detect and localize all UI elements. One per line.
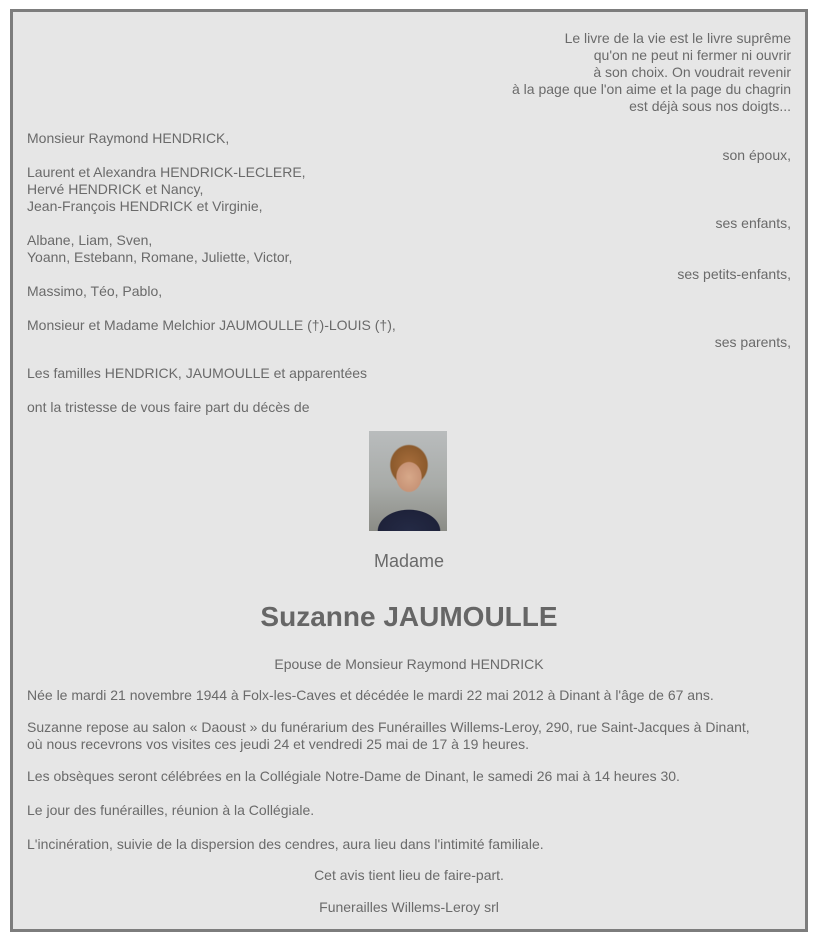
cremation-line: L'incinération, suivie de la dispersion des cendres, aura lieu dans l'intimité familiale. [27,836,544,852]
grandchild-names: Albane, Liam, Sven, [27,232,153,248]
child-name: Jean-François HENDRICK et Virginie, [27,198,263,214]
obituary-frame [10,9,808,932]
deceased-title: Madame [373,551,445,571]
funeral-home-line: Funerailles Willems-Leroy srl [319,899,499,915]
families-line: Les familles HENDRICK, JAUMOULLE et apparentées [27,365,368,381]
deceased-photo [369,431,447,531]
poem-line: à la page que l'on aime et la page du chagrin [512,81,791,97]
visitation-line: où nous recevrons vos visites ces jeudi 24 et vendredi 25 mai de 17 à 19 heures. [27,736,529,752]
grandchild-names: Yoann, Estebann, Romane, Juliette, Victor, [27,249,293,265]
notice-line: Cet avis tient lieu de faire-part. [314,867,504,883]
parents-name: Monsieur et Madame Melchior JAUMOULLE (†)-LOUIS (†), [27,317,396,333]
deceased-spouse-line: Epouse de Monsieur Raymond HENDRICK [274,656,544,672]
poem-line: à son choix. On voudrait revenir [593,64,791,80]
child-name: Laurent et Alexandra HENDRICK-LECLERE, [27,164,306,180]
poem-line: est déjà sous nos doigts... [629,98,791,114]
poem-line: qu'on ne peut ni fermer ni ouvrir [593,47,791,63]
poem [371,30,791,115]
meeting-line: Le jour des funérailles, réunion à la Collégiale. [27,802,315,818]
child-name: Hervé HENDRICK et Nancy, [27,181,204,197]
grandchild-names: Massimo, Téo, Pablo, [27,283,163,299]
poem-line: Le livre de la vie est le livre suprême [564,30,791,46]
spouse-label: son époux, [722,147,791,163]
spouse-name: Monsieur Raymond HENDRICK, [27,130,230,146]
children-label: ses enfants, [715,215,791,231]
funeral-line: Les obsèques seront célébrées en la Collégiale Notre-Dame de Dinant, le samedi 26 mai à 14 heures 30. [27,768,680,784]
visitation-line: Suzanne repose au salon « Daoust » du funérarium des Funérailles Willems-Leroy, 290, rue Saint-Jacques à Dinant, [27,719,750,735]
announcement-line: ont la tristesse de vous faire part du décès de [27,399,310,415]
birth-death-line: Née le mardi 21 novembre 1944 à Folx-les-Caves et décédée le mardi 22 mai 2012 à Dinant à l'âge de 67 ans. [27,687,714,703]
deceased-name: Suzanne JAUMOULLE [260,601,558,632]
grandchildren-label: ses petits-enfants, [677,266,791,282]
parents-label: ses parents, [714,334,791,350]
